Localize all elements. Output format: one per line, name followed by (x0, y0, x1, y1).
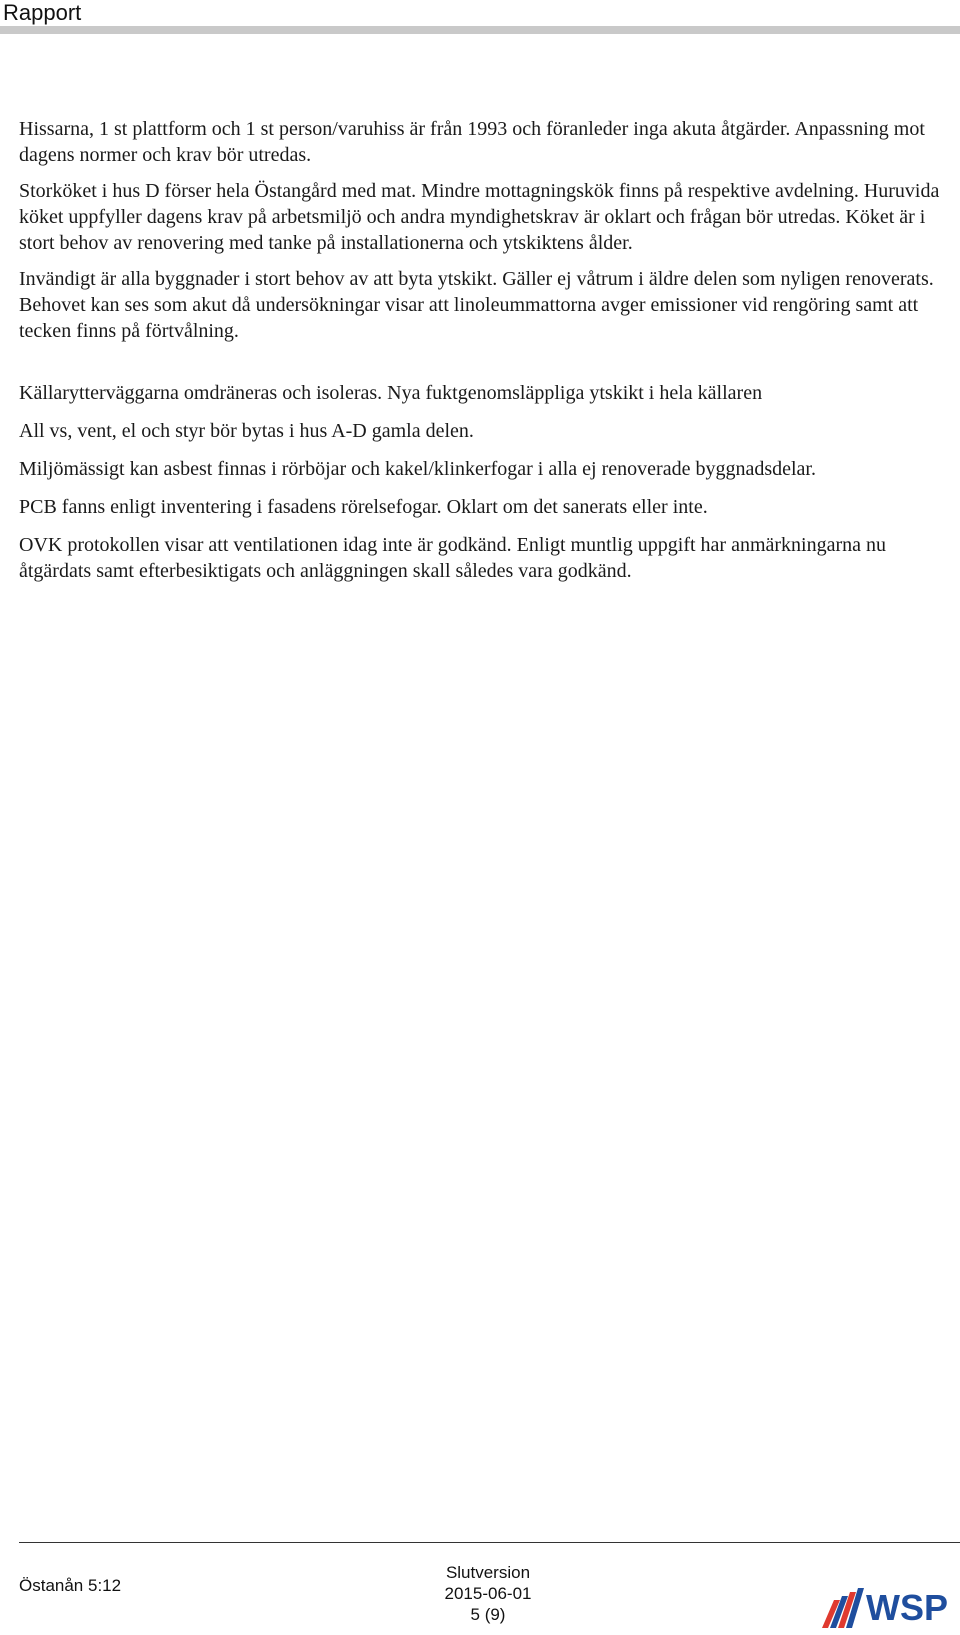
paragraph-pcb: PCB fanns enligt inventering i fasadens rörelsefogar. Oklart om det sanerats eller inte. (19, 496, 708, 518)
paragraph-basement-walls: Källarytterväggarna omdräneras och isoleras. Nya fuktgenomsläppliga ytskikt i hela källaren (19, 382, 763, 404)
footer-property: Östanån 5:12 (19, 1576, 122, 1595)
wsp-logo-graphic (820, 1582, 960, 1630)
footer-page-number: 5 (9) (470, 1605, 506, 1624)
paragraph-kitchen: Storköket i hus D förser hela Östangård med mat. Mindre mottagningskök finns på respektive avdelning. Huruvida köket uppfyller dagens krav på arbetsmiljö och andra myndighetskrav är oklart och frågan bör utredas. Köket är i stort behov av renovering med tanke på installationerna och ytskiktens ålder. (19, 180, 940, 254)
page-header-title: Rapport (3, 0, 82, 25)
header-divider (0, 26, 960, 34)
logo-wordmark: WSP (866, 1587, 949, 1628)
footer-version: Slutversion (445, 1563, 531, 1582)
paragraph-interior-surfaces: Invändigt är alla byggnader i stort behov av att byta ytskikt. Gäller ej våtrum i äldre delen som nyligen renoverats. Behovet kan ses som akut då undersökningar visar att linoleummattorna avger emissioner vid rengöring samt att tecken finns på förtvålning. (19, 268, 934, 342)
paragraph-installations: All vs, vent, el och styr bör bytas i hus A-D gamla delen. (19, 420, 474, 442)
paragraph-elevators: Hissarna, 1 st plattform och 1 st person/varuhiss är från 1993 och föranleder inga akuta åtgärder. Anpassning mot dagens normer och krav bör utredas. (19, 118, 925, 166)
paragraph-ovk: OVK protokollen visar att ventilationen idag inte är godkänd. Enligt muntlig uppgift har anmärkningarna nu åtgärdats samt efterbesiktigats och anläggningen skall således vara godkänd. (19, 534, 887, 582)
report-body (19, 116, 949, 584)
wsp-logo (820, 1582, 960, 1630)
paragraph-asbestos: Miljömässigt kan asbest finnas i rörböjar och kakel/klinkerfogar i alla ej renoverade byggnadsdelar. (19, 458, 816, 480)
footer-date: 2015-06-01 (444, 1584, 532, 1603)
footer-meta (428, 1562, 548, 1625)
footer-divider (19, 1542, 960, 1543)
